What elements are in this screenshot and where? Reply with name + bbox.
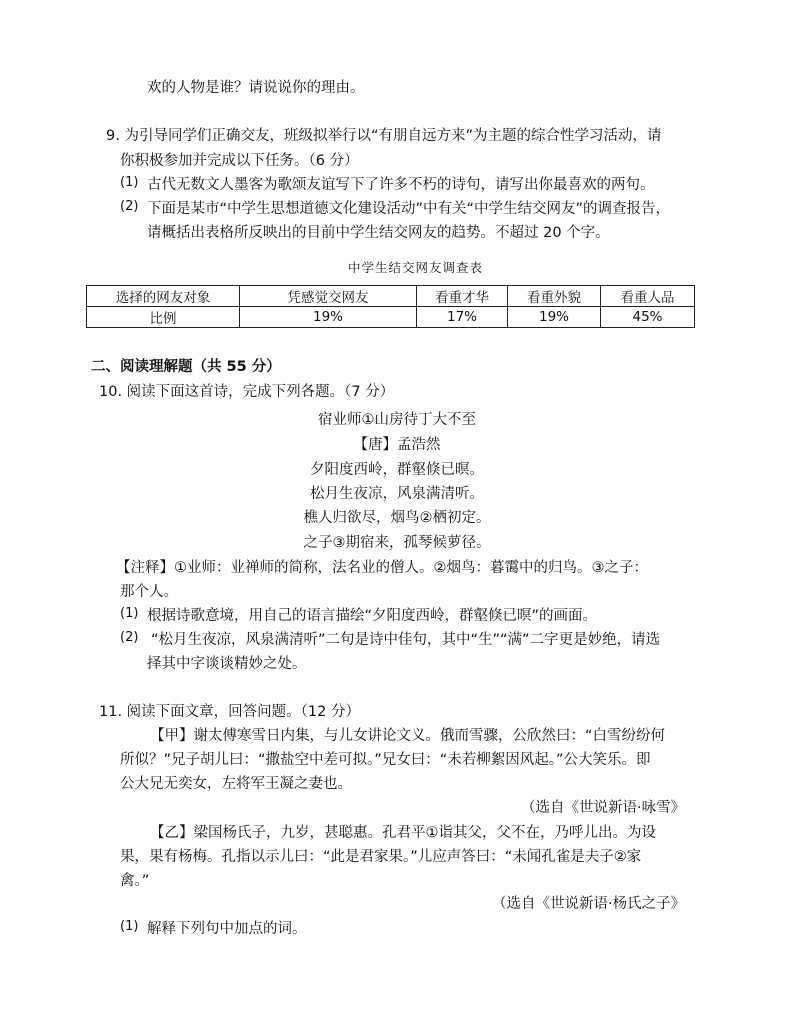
poem-author: 【唐】孟浩然 <box>353 437 441 453</box>
subquestion-number: (1) <box>120 606 139 621</box>
poem-line: 夕阳度西岭，群壑倏已暝。 <box>310 462 484 478</box>
subquestion-text: “松月生夜凉，风泉满清听”二句是诗中佳句，其中“生”“满”二字更是妙绝，请选 <box>151 632 661 648</box>
table-header-row <box>87 286 695 307</box>
subquestion-text: 古代无数文人墨客为歌颂友谊写下了许多不朽的诗句，请写出你最喜欢的两句。 <box>147 177 655 193</box>
section-heading: 二、阅读理解题（共 55 分） <box>91 359 281 375</box>
text-line: 欢的人物是谁？请说说你的理由。 <box>147 80 365 96</box>
poem-line: 松月生夜凉，风泉满清听。 <box>310 486 484 502</box>
passage-jia-cont: 所似？”兄子胡儿曰：“撒盐空中差可拟。”兄女曰：“未若柳絮因风起。”公大笑乐。即 <box>120 752 651 768</box>
table-row <box>87 307 695 328</box>
passage-jia: 【甲】谢太傅寒雪日内集，与儿女讲论文义。俄而雪骤，公欣然曰：“白雪纷纷何 <box>150 728 666 744</box>
question-9-stem: 9. 为引导同学们正确交友，班级拟举行以“有朋自远方来”为主题的综合性学习活动，请 <box>106 128 662 144</box>
table-header-cell: 看重外貌 <box>508 286 601 307</box>
passage-yi-cont: 果，果有杨梅。孔指以示儿曰：“此是君家果。”儿应声答曰：“未闻孔雀是夫子②家 <box>120 849 642 865</box>
poem-line: 樵人归欲尽，烟鸟②栖初定。 <box>303 510 491 526</box>
question-9-stem-cont: 你积极参加并完成以下任务。（6 分） <box>120 153 359 169</box>
subquestion-number: (1) <box>120 175 139 190</box>
table-cell: 比例 <box>87 307 240 328</box>
table-cell: 19% <box>240 307 417 328</box>
table-header-cell: 选择的网友对象 <box>87 286 240 307</box>
subquestion-text-cont: 请概括出表格所反映出的目前中学生结交网友的趋势。不超过 20 个字。 <box>147 225 610 241</box>
question-11-stem: 11. 阅读下面文章，回答问题。（12 分） <box>99 704 360 720</box>
poem-title: 宿业师①山房待丁大不至 <box>318 412 476 428</box>
subquestion-number: (2) <box>120 630 139 645</box>
subquestion-text: 下面是某市“中学生思想道德文化建设活动”中有关“中学生结交网友”的调查报告， <box>147 201 671 217</box>
passage-source: （选自《世说新语·咏雪》 <box>521 800 686 816</box>
table-header-cell: 凭感觉交网友 <box>240 286 417 307</box>
annotation-cont: 那个人。 <box>120 584 178 600</box>
table-header-cell: 看重人品 <box>601 286 695 307</box>
passage-source: （选自《世说新语·杨氏之子》 <box>492 896 686 912</box>
question-10-stem: 10. 阅读下面这首诗，完成下列各题。（7 分） <box>99 384 395 400</box>
passage-jia-cont: 公大兄无奕女，左将军王凝之妻也。 <box>120 776 352 792</box>
passage-yi: 【乙】梁国杨氏子，九岁，甚聪惠。孔君平①诣其父，父不在，乃呼儿出。为设 <box>150 825 656 841</box>
subquestion-number: (2) <box>120 199 139 214</box>
passage-yi-cont: 禽。” <box>120 873 150 889</box>
table-cell: 19% <box>508 307 601 328</box>
subquestion-text: 根据诗歌意境，用自己的语言描绘“夕阳度西岭，群壑倏已暝”的画面。 <box>147 608 598 624</box>
table-cell: 17% <box>417 307 508 328</box>
survey-table <box>86 285 695 328</box>
annotation: 【注释】①业师：业禅师的简称，法名业的僧人。②烟鸟：暮霭中的归鸟。③之子： <box>116 560 648 576</box>
subquestion-text: 解释下列句中加点的词。 <box>147 921 307 937</box>
subquestion-text-cont: 择其中字谈谈精妙之处。 <box>147 656 307 672</box>
table-cell: 45% <box>601 307 695 328</box>
table-header-cell: 看重才华 <box>417 286 508 307</box>
poem-line: 之子③期宿来，孤琴候萝径。 <box>303 535 491 551</box>
subquestion-number: (1) <box>120 919 139 934</box>
table-title: 中学生结交网友调查表 <box>348 260 484 275</box>
